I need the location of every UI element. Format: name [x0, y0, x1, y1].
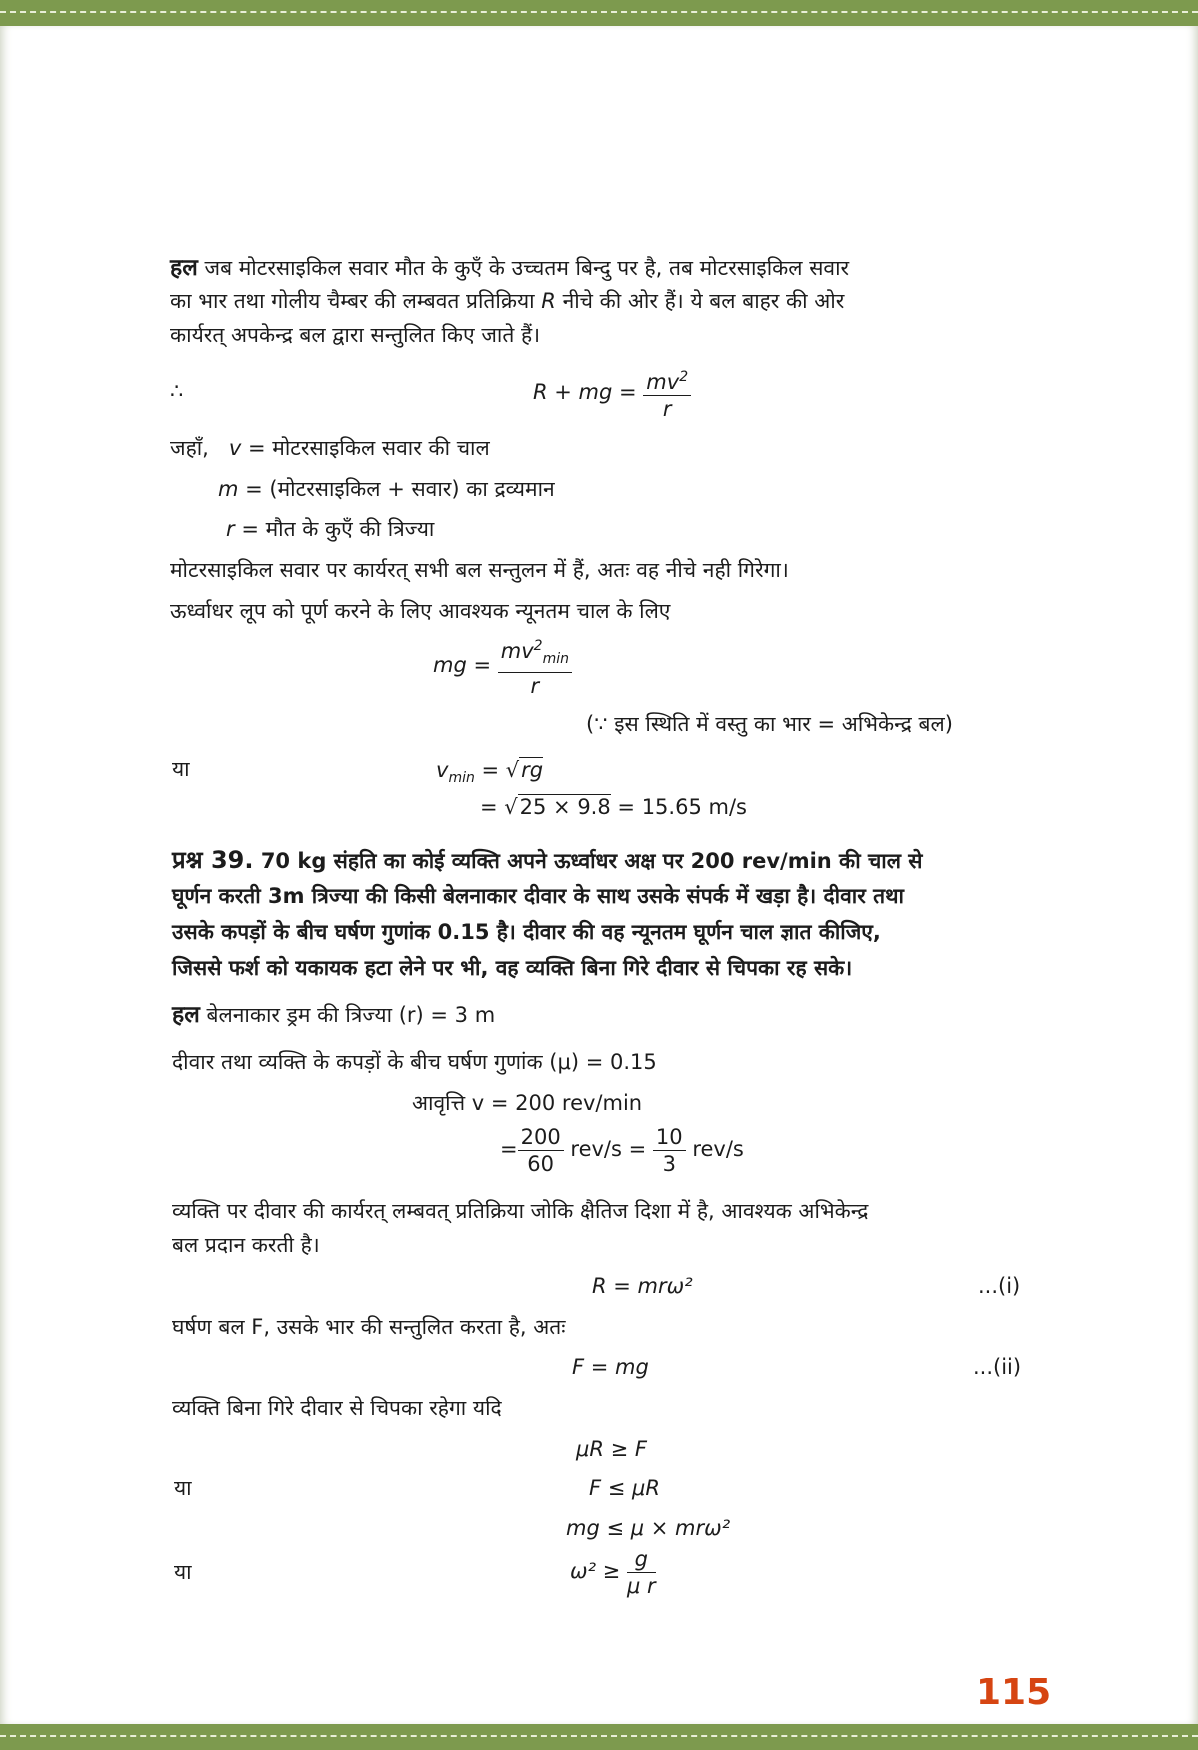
equation-2-denominator: r — [530, 674, 540, 699]
variable-m: m — [218, 477, 239, 501]
equation-4-result: = 15.65 m/s — [617, 795, 747, 819]
solution-1-text-2b: नीचे की ओर हैं। ये बल बाहर की ओर — [562, 289, 845, 313]
equation-1 — [533, 362, 691, 422]
solution-2-radius — [172, 1000, 495, 1030]
equation-2-numerator: mv — [500, 639, 534, 663]
inequality-4-fraction — [627, 1546, 656, 1599]
or-label-3: या — [174, 1560, 192, 1584]
frequency-fraction-2 — [653, 1124, 686, 1177]
frequency-unit-2: rev/s — [692, 1137, 744, 1161]
stick-condition: व्यक्ति बिना गिरे दीवार से चिपका रहेगा यदि — [172, 1396, 502, 1420]
top-border — [0, 0, 1198, 26]
inequality-2: F ≤ μR — [589, 1476, 660, 1500]
question-line-1 — [172, 845, 922, 876]
inequality-4 — [570, 1541, 656, 1601]
friction-coefficient: दीवार तथा व्यक्ति के कपड़ों के बीच घर्षण गुणांक (μ) = 0.15 — [172, 1050, 657, 1074]
reaction-line-2: बल प्रदान करती है। — [172, 1233, 320, 1257]
equation-4: = √25 × 9.8 = 15.65 m/s — [480, 795, 747, 819]
equation-1-fraction — [643, 364, 691, 422]
question-line-4: जिससे फर्श को यकायक हटा लेने पर भी, वह व्यक्ति बिना गिरे दीवार से चिपका रह सके। — [172, 956, 853, 980]
loop-statement: ऊर्ध्वाधर लूप को पूर्ण करने के लिए आवश्यक न्यूनतम चाल के लिए — [170, 599, 671, 623]
variable-r: r — [226, 517, 235, 541]
frequency-unit-1: rev/s = — [570, 1137, 647, 1161]
frequency-conversion: = $\frac{200}{60}$ rev/s = $\frac{10}{3}$ rev/s — [500, 1124, 744, 1176]
frequency-denominator-1: 60 — [527, 1151, 555, 1176]
reaction-line-1: व्यक्ति पर दीवार की कार्यरत् लम्बवत् प्रतिक्रिया जोकि क्षैतिज दिशा में है, आवश्यक अभिकेन्द्र — [172, 1199, 869, 1223]
question-line-2: घूर्णन करती 3m त्रिज्या की किसी बेलनाकार दीवार के साथ उसके संपर्क में खड़ा है। दीवार तथा — [172, 884, 904, 908]
solution-label: हल — [170, 255, 198, 281]
question-text-1: 70 kg संहति का कोई व्यक्ति अपने ऊर्ध्वाधर अक्ष पर 200 rev/min की चाल से — [260, 849, 923, 873]
equation-2-sup: 2 — [533, 638, 543, 654]
frequency-numerator-1: 200 — [518, 1124, 564, 1151]
top-border-dashes — [0, 11, 1198, 13]
equation-1-sup: 2 — [679, 369, 689, 385]
equation-3-sub: min — [448, 770, 475, 787]
equation-1-numerator: mv — [646, 370, 680, 394]
equation-3-sqrt: rg — [521, 758, 544, 782]
equation-3-lhs: v — [436, 758, 449, 782]
therefore-symbol: ∴ — [170, 379, 184, 403]
frequency-fraction-1 — [518, 1124, 564, 1177]
frequency: आवृत्ति v = 200 rev/min — [412, 1091, 643, 1115]
or-label-2: या — [174, 1476, 192, 1500]
where-v-text: = मोटरसाइकिल सवार की चाल — [248, 436, 490, 460]
where-label: जहाँ, — [170, 436, 209, 460]
or-label-1: या — [172, 757, 190, 781]
where-m-text: = (मोटरसाइकिल + सवार) का द्रव्यमान — [245, 477, 555, 501]
solution-1-line-3: कार्यरत् अपकेन्द्र बल द्वारा सन्तुलित किए जाते हैं। — [170, 323, 541, 347]
solution-1-line-1 — [170, 253, 849, 283]
equation-ii: F = mg — [572, 1355, 649, 1379]
equation-1-lhs: R + mg = — [533, 380, 637, 404]
bottom-border-dashes — [0, 1735, 1198, 1737]
balance-statement: मोटरसाइकिल सवार पर कार्यरत् सभी बल सन्तुलन में हैं, अतः वह नीचे नही गिरेगा। — [170, 558, 789, 582]
inequality-4-denominator: μ r — [626, 1573, 656, 1598]
equation-2 — [433, 633, 572, 699]
friction-force-statement: घर्षण बल F, उसके भार की सन्तुलित करता है, अतः — [172, 1315, 566, 1339]
question-label: प्रश्न 39. — [172, 846, 254, 874]
equation-i: R = mrω² — [592, 1274, 693, 1298]
equation-3: $v_{min} = √rg$ — [436, 758, 544, 787]
inequality-4-lhs: ω² ≥ — [570, 1559, 621, 1583]
where-r-text: = मौत के कुएँ की त्रिज्या — [241, 517, 435, 541]
inequality-1: μR ≥ F — [576, 1437, 647, 1461]
where-m — [218, 474, 555, 504]
equation-i-tag: ...(i) — [978, 1274, 1021, 1298]
solution-1-text-1: जब मोटरसाइकिल सवार मौत के कुएँ के उच्चतम बिन्दु पर है, तब मोटरसाइकिल सवार — [204, 256, 850, 280]
radius-text: बेलनाकार ड्रम की त्रिज्या (r) = 3 m — [206, 1003, 496, 1027]
variable-r: R — [541, 289, 556, 313]
bottom-border — [0, 1724, 1198, 1750]
equation-2-sub: min — [542, 651, 569, 668]
where-v — [170, 433, 490, 463]
solution-1-line-2 — [170, 286, 844, 316]
equation-2-fraction — [498, 633, 572, 699]
equation-1-denominator: r — [662, 397, 672, 421]
where-r — [226, 514, 434, 544]
inequality-4-numerator: g — [627, 1546, 656, 1573]
inequality-3: mg ≤ μ × mrω² — [566, 1516, 731, 1540]
frequency-denominator-2: 3 — [662, 1151, 676, 1176]
solution-1-text-2a: का भार तथा गोलीय चैम्बर की लम्बवत प्रतिक्रिया — [170, 289, 535, 313]
page-number: 115 — [976, 1672, 1052, 1713]
solution-2-label: हल — [172, 1002, 200, 1028]
note: (∵ इस स्थिति में वस्तु का भार = अभिकेन्द्र बल) — [586, 712, 953, 736]
equation-ii-tag: ...(ii) — [973, 1355, 1022, 1379]
equation-2-lhs: mg = — [433, 653, 492, 678]
question-line-3: उसके कपड़ों के बीच घर्षण गुणांक 0.15 है। दीवार की वह न्यूनतम घूर्णन चाल ज्ञात कीजिए, — [172, 920, 881, 944]
frequency-numerator-2: 10 — [653, 1124, 686, 1151]
variable-v: v — [228, 436, 242, 460]
equation-4-sqrt: 25 × 9.8 — [519, 795, 611, 819]
